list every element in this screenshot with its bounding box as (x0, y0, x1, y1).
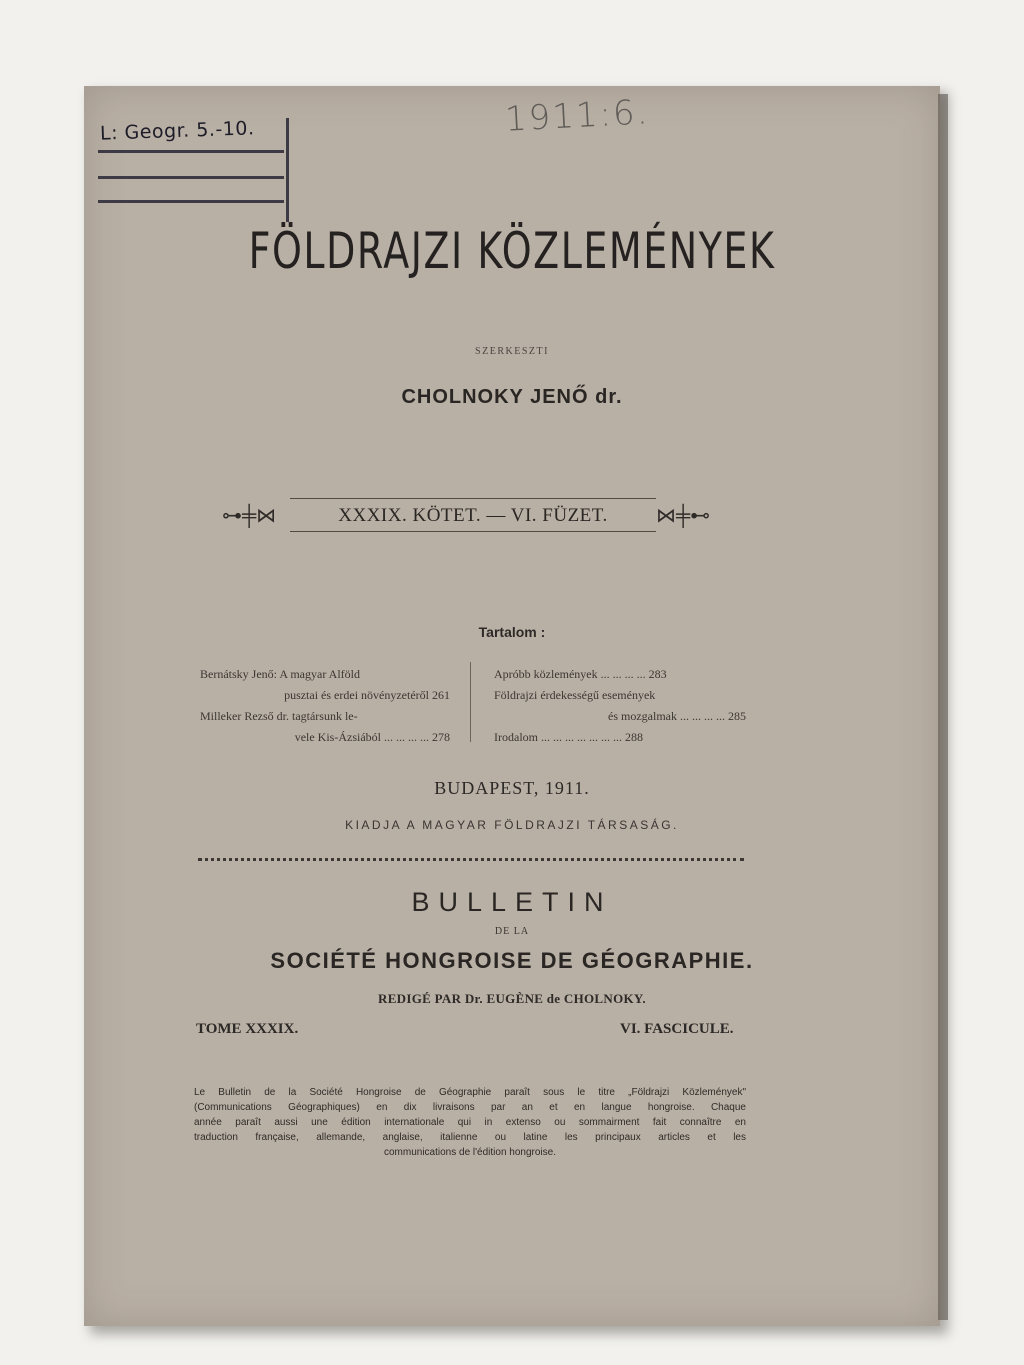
toc-line: Földrajzi érdekességű események (494, 688, 656, 702)
toc-line: Irodalom ... ... ... ... ... ... ... 288 (494, 730, 643, 744)
toc-line: és mozgalmak ... ... ... ... 285 (608, 709, 746, 723)
note-line: (Communications Géographiques) en dix livraisons par an et en langue hongroise. Chaque (194, 1102, 746, 1113)
toc-line: pusztai és erdei növényzetéről 261 (284, 688, 450, 702)
toc-line: Bernátsky Jenő: A magyar Alföld (200, 667, 360, 681)
note-line: année paraît aussi une édition internationale qui in extenso ou sommairment fait connaître en (194, 1117, 746, 1128)
edited-by: REDIGÉ PAR Dr. EUGÈNE de CHOLNOKY. (378, 991, 646, 1006)
bulletin-de-la: DE LA (494, 926, 530, 937)
stamp-rule (98, 150, 284, 153)
contents-divider (470, 662, 471, 742)
editor-name: CHOLNOKY JENŐ dr. (401, 386, 623, 408)
contents-left-column (200, 664, 450, 748)
volume-number: XXXIX. KÖTET. — VI. FÜZET. (338, 505, 608, 526)
stamp-rule (98, 200, 284, 203)
contents-heading: Tartalom : (478, 624, 546, 640)
pencil-annotation: 1911:6. (504, 92, 651, 140)
toc-line: Apróbb közlemények ... ... ... ... 283 (494, 667, 667, 681)
ornament-left-icon: ⊶╪⋈ (222, 505, 277, 527)
tome-number: TOME XXXIX. (196, 1021, 299, 1037)
contents-right-column (494, 664, 746, 748)
ornament-right-icon: ⋈╪⊷ (656, 505, 711, 527)
stamp-rule (98, 176, 284, 179)
editor-label: SZERKESZTI (475, 346, 549, 357)
fascicule-number: VI. FASCICULE. (620, 1021, 734, 1037)
bulletin-title: BULLETIN (411, 887, 613, 917)
stamp-text: L: Geogr. 5.-10. (99, 117, 255, 145)
note-line: traduction française, allemande, anglaise, italienne ou latine les principaux articles et les (194, 1132, 746, 1143)
journal-title: FÖLDRAJZI KÖZLEMÉNYEK (248, 222, 776, 280)
dotted-separator (198, 858, 744, 861)
place-and-year: BUDAPEST, 1911. (434, 778, 590, 798)
toc-line: Milleker Rezső dr. tagtársunk le- (200, 709, 358, 723)
publication-note (194, 1085, 746, 1160)
society-name: SOCIÉTÉ HONGROISE DE GÉOGRAPHIE. (270, 948, 754, 973)
toc-line: vele Kis-Ázsiából ... ... ... ... 278 (294, 730, 450, 744)
note-line: communications de l'édition hongroise. (383, 1147, 556, 1158)
note-line: Le Bulletin de la Société Hongroise de Géographie paraît sous le titre „Földrajzi Közlemények" (194, 1087, 746, 1098)
publisher: KIADJA A MAGYAR FÖLDRAJZI TÁRSASÁG. (345, 818, 679, 832)
cover-edge (938, 94, 948, 1320)
